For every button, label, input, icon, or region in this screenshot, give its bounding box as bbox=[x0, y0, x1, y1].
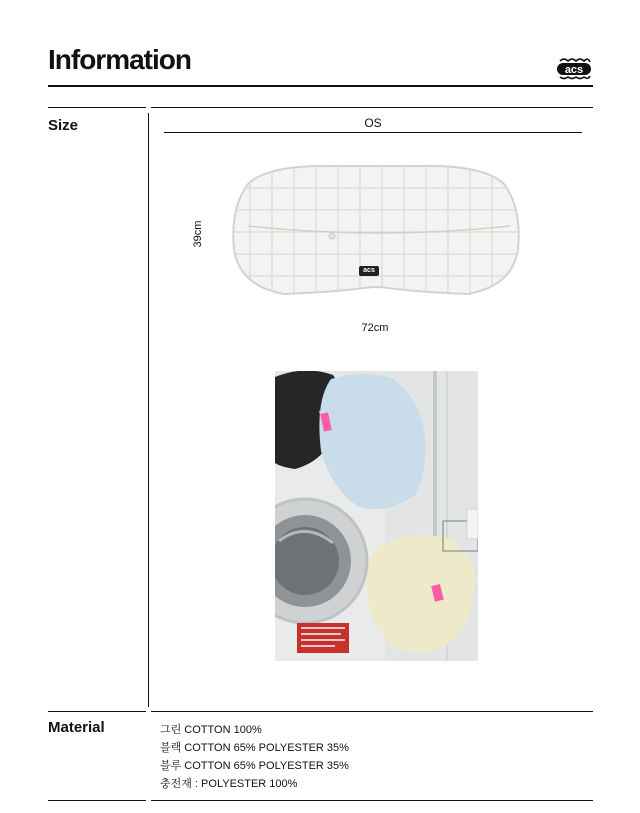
bottom-divider-right bbox=[151, 800, 593, 801]
material-line: 그린 COTTON 100% bbox=[160, 724, 262, 736]
page-title: Information bbox=[48, 44, 191, 75]
column-separator bbox=[148, 113, 149, 707]
size-row-divider-right bbox=[151, 107, 593, 108]
material-line: 블루 COTTON 65% POLYESTER 35% bbox=[160, 760, 349, 772]
size-row-divider-left bbox=[48, 107, 146, 108]
material-label: Material bbox=[48, 719, 105, 736]
lifestyle-photo bbox=[275, 371, 478, 661]
material-list bbox=[160, 721, 349, 793]
header-divider bbox=[48, 85, 593, 87]
size-label: Size bbox=[48, 117, 79, 134]
width-dimension: 72cm bbox=[361, 322, 389, 334]
material-line: 충전재 : POLYESTER 100% bbox=[160, 778, 298, 790]
bottom-divider-left bbox=[48, 800, 146, 801]
material-line: 블랙 COTTON 65% POLYESTER 35% bbox=[160, 742, 349, 754]
cushion-tag: acs bbox=[359, 266, 379, 276]
size-option-underline bbox=[164, 132, 582, 133]
svg-text:acs: acs bbox=[564, 64, 584, 76]
height-dimension: 39cm bbox=[192, 220, 204, 248]
material-row-divider-left bbox=[48, 711, 146, 712]
material-row-divider-right bbox=[151, 711, 593, 712]
size-option: OS bbox=[364, 116, 382, 130]
cushion-product-image bbox=[228, 158, 524, 306]
brand-logo bbox=[556, 54, 592, 80]
